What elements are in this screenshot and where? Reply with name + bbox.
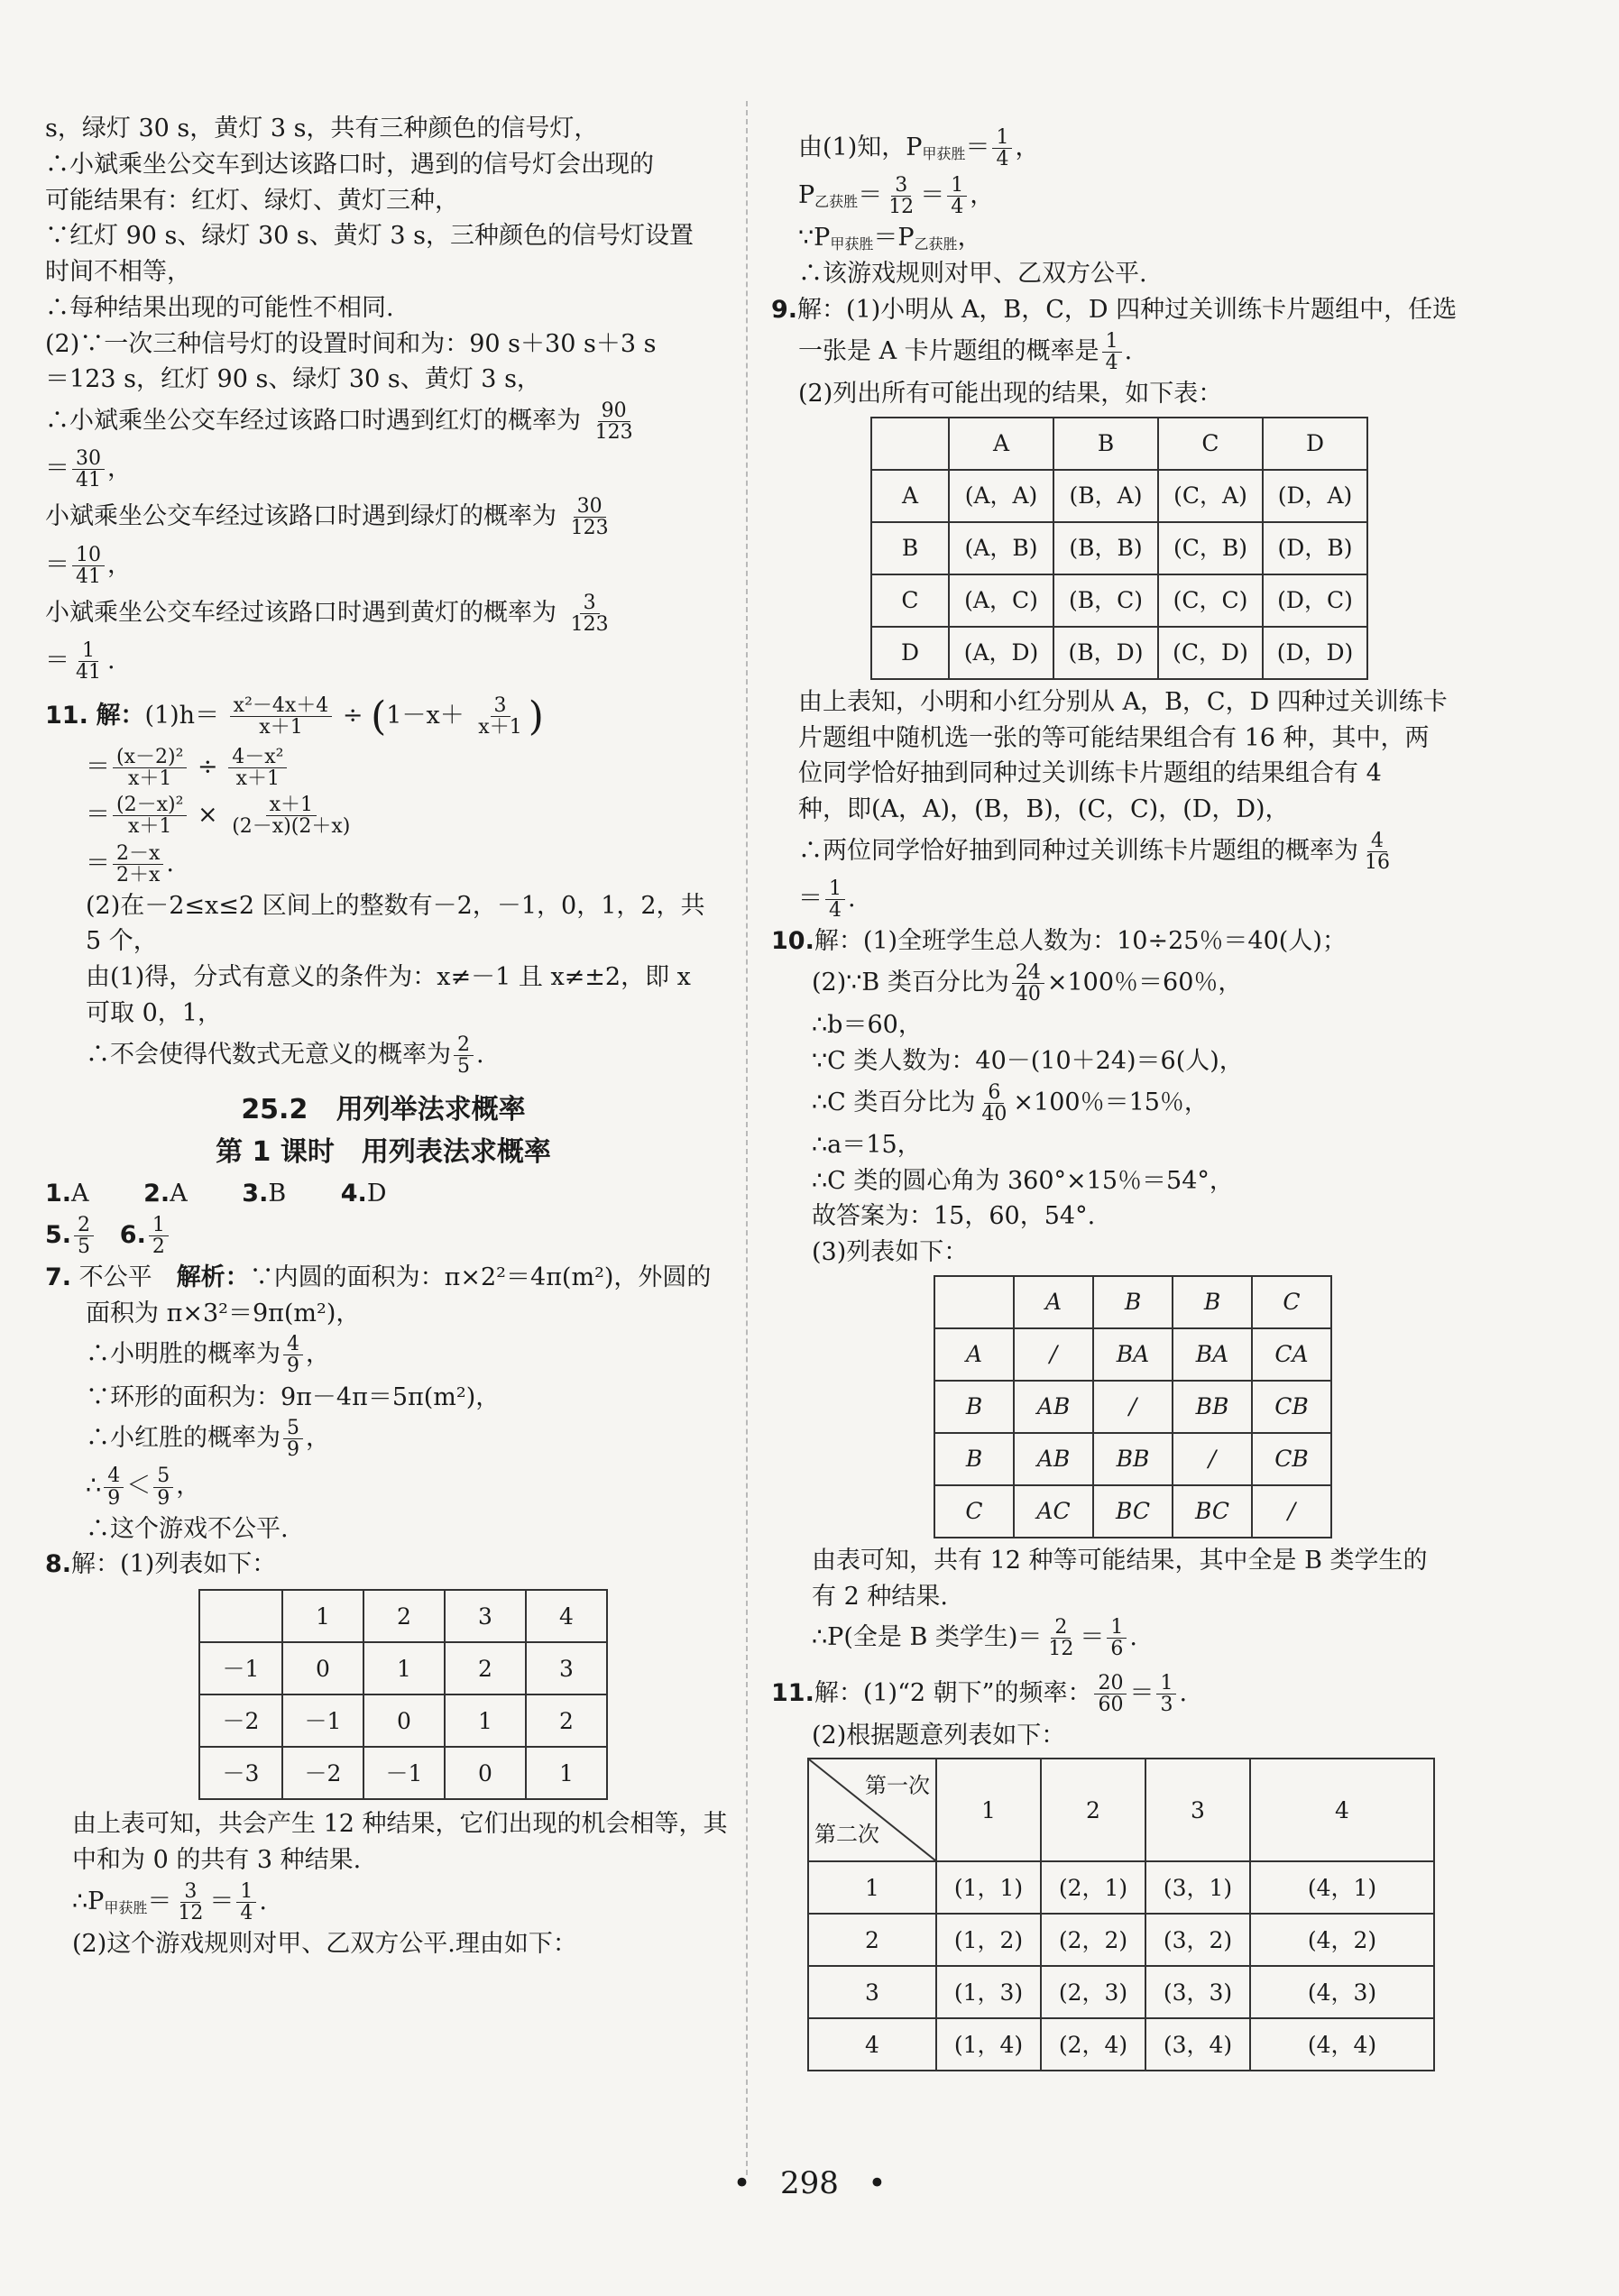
table-row: C AC BC BC / xyxy=(934,1485,1331,1538)
q10-line: 10.解：(1)全班学生总人数为：10÷25％＝40(人)； xyxy=(771,927,1347,956)
text-line: ∴小斌乘坐公交车到达该路口时，遇到的信号灯会出现的 xyxy=(45,150,654,179)
text-line: ＝123 s，红灯 90 s、绿灯 30 s、黄灯 3 s， xyxy=(45,365,541,394)
corner-cell: 第一次 第二次 xyxy=(808,1759,936,1861)
r-line: $\because P_{甲获胜}=P_{乙获胜}$， xyxy=(798,224,982,253)
text-line: 位同学恰好抽到同种过关训练卡片题组的结果组合有 4 xyxy=(798,759,1382,788)
r-line: $P_{乙获胜}=$ $\frac{3}{12}$ ＝ $\frac{1}{4}$ ， xyxy=(798,174,995,219)
q7-xiaohong: ∴小红胜的概率为 $\frac{5}{9}$ ， xyxy=(86,1417,330,1462)
table-row: A (A，A) (B，A) (C，A) (D，A) xyxy=(871,470,1367,522)
student-table xyxy=(934,1275,1332,1538)
text-line: 片题组中随机选一张的等可能结果组合有 16 种，其中，两 xyxy=(798,723,1430,752)
text-line: ∴C 类的圆心角为 360°×15％＝54°， xyxy=(812,1166,1234,1195)
q9-line: 9.解：(1)小明从 A，B，C，D 四种过关训练卡片题组中，任选 xyxy=(771,296,1458,325)
yellow-probability: 小斌乘坐公交车经过该路口时遇到黄灯的概率为 $\frac{3}{123}$ xyxy=(45,591,609,636)
q11-right: 11.解：(1)“2 朝下”的频率： $\frac{20}{60}$ ＝ $\frac{1}{3}$ . xyxy=(771,1671,1188,1716)
q7-line: 7. 不公平 解析：∵内圆的面积为：π×2²＝4π(m²)，外圆的 xyxy=(45,1263,712,1291)
table-row: 2 (1，2) (2，2) (3，2) (4，2) xyxy=(808,1914,1434,1966)
answers-row: 1.A 2.A 3.B 4.D xyxy=(45,1179,387,1208)
table-row: D (A，D) (B，D) (C，D) (D，D) xyxy=(871,627,1367,679)
q11-step3: ＝ $\frac{\text{(2－x)²}}{x+1}$ × $\frac{x+1}{(2-x)(2+x)}$ xyxy=(86,794,351,839)
footer-dot: • xyxy=(868,2165,887,2201)
footer-dot: • xyxy=(732,2165,751,2201)
table-row: B AB / BB CB xyxy=(934,1381,1331,1433)
q11-step4: ＝ $\frac{2-x}{2+x}$ . xyxy=(86,841,174,886)
text-line: (2)这个游戏规则对甲、乙双方公平.理由如下： xyxy=(72,1929,577,1958)
text-line: 有 2 种结果. xyxy=(812,1582,948,1611)
text-line: (2)列出所有可能出现的结果，如下表： xyxy=(798,380,1223,409)
table-row: －1 0 1 2 3 xyxy=(199,1642,607,1694)
text-line: ∵C 类人数为：40－(10＋24)＝6(人)， xyxy=(812,1046,1244,1075)
table-row: －3 －2 －1 0 1 xyxy=(199,1747,607,1799)
text-line: 时间不相等， xyxy=(45,258,191,286)
text-line: (3)列表如下： xyxy=(812,1238,969,1267)
q9-prob: 一张是 A 卡片题组的概率是 $\frac{1}{4}$ . xyxy=(798,329,1133,374)
q7-compare: ∴ $\frac{4}{9}$ ＜ $\frac{5}{9}$ ， xyxy=(86,1465,201,1510)
text-line: 5 个， xyxy=(86,927,158,956)
text-line: ∵环形的面积为：9π－4π＝5π(m²)， xyxy=(86,1382,501,1411)
text-line: ∴这个游戏不公平. xyxy=(86,1514,289,1543)
q8-probability: $\therefore P_{甲获胜}=$ $\frac{3}{12}$ ＝ $\frac{1}{4}$ . xyxy=(72,1879,267,1924)
q11-conclusion: ∴不会使得代数式无意义的概率为 $\frac{2}{5}$ . xyxy=(86,1033,484,1078)
table-row: 1 (1，1) (2，1) (3，1) (4，1) xyxy=(808,1861,1434,1914)
red-probability-result: ＝ $\frac{30}{41}$ ， xyxy=(45,447,132,492)
yellow-probability-result: ＝ $\frac{1}{41}$ . xyxy=(45,638,115,684)
text-line: 面积为 π×3²＝9π(m²)， xyxy=(86,1299,361,1327)
text-line: 可取 0，1， xyxy=(86,998,222,1027)
text-line: ∵红灯 90 s、绿灯 30 s、黄灯 3 s，三种颜色的信号灯设置 xyxy=(45,222,694,251)
table-row: 第一次 第二次 1 2 3 4 xyxy=(808,1759,1434,1861)
q9-same-prob-result: ＝ $\frac{1}{4}$ . xyxy=(798,877,856,923)
column-divider xyxy=(746,101,748,2175)
q10-final: ∴P(全是 B 类学生)＝ $\frac{2}{12}$ ＝ $\frac{1}{6}$ . xyxy=(812,1616,1138,1661)
text-line: (2)∵一次三种信号灯的设置时间和为：90 s＋30 s＋3 s xyxy=(45,329,657,358)
q10-e: ∴C 类百分比为 $\frac{6}{40}$ ×100％＝15％， xyxy=(812,1080,1209,1125)
text-line: 可能结果有：红灯、绿灯、黄灯三种， xyxy=(45,186,459,215)
table-row: B (A，B) (B，B) (C，B) (D，B) xyxy=(871,522,1367,574)
page-number: 298 xyxy=(780,2165,839,2201)
sum-table xyxy=(198,1589,608,1800)
text-line: s，绿灯 30 s，黄灯 3 s，共有三种颜色的信号灯， xyxy=(45,115,599,142)
text-line: 种，即(A，A)，(B，B)，(C，C)，(D，D)， xyxy=(798,795,1290,824)
table-row: C (A，C) (B，C) (C，C) (D，C) xyxy=(871,574,1367,627)
text-line: ∴每种结果出现的可能性不相同. xyxy=(45,293,394,322)
table-row: 4 (1，4) (2，4) (3，4) (4，4) xyxy=(808,2018,1434,2071)
table-row: 3 (1，3) (2，3) (3，3) (4，3) xyxy=(808,1966,1434,2018)
table-row: A / BA BA CA xyxy=(934,1328,1331,1381)
q9-same-prob: ∴两位同学恰好抽到同种过关训练卡片题组的概率为 $\frac{4}{16}$ xyxy=(798,829,1390,874)
q11-step2: ＝ $\frac{\text{(x－2)²}}{x+1}$ ÷ $\frac{\text{4－x²}}{x+1}$ xyxy=(45,747,722,789)
text-line: (2)在－2≤x≤2 区间上的整数有－2，－1，0，1，2，共 xyxy=(86,891,705,920)
green-probability: 小斌乘坐公交车经过该路口时遇到绿灯的概率为 $\frac{30}{123}$ xyxy=(45,495,609,540)
text-line: ∴b＝60， xyxy=(812,1011,923,1040)
q7-xiaoming: ∴小明胜的概率为 $\frac{4}{9}$ ， xyxy=(86,1333,330,1378)
answers-row-fractions: 5. $\frac{2}{5}$ 6. $\frac{1}{2}$ xyxy=(45,1215,722,1257)
right-column xyxy=(771,122,1461,2071)
table-row: －2 －1 0 1 2 xyxy=(199,1694,607,1747)
text-line: 由表可知，共有 12 种等可能结果，其中全是 B 类学生的 xyxy=(812,1546,1428,1575)
card-table xyxy=(870,417,1368,680)
table-row: 1 2 3 4 xyxy=(199,1590,607,1642)
green-probability-result: ＝ $\frac{10}{41}$ ， xyxy=(45,543,132,588)
text-line: (2)根据题意列表如下： xyxy=(812,1721,1066,1750)
q8-line: 8.解：(1)列表如下： xyxy=(45,1550,277,1579)
q10-b: (2)∵B 类百分比为 $\frac{24}{40}$ ×100％＝60％， xyxy=(812,960,1243,1006)
left-column xyxy=(45,108,728,1965)
page-footer xyxy=(0,2164,1619,2203)
r-line: 由(1)知，$P_{甲获胜}=$ $\frac{1}{4}$ ， xyxy=(798,126,1040,171)
text-line: 由(1)得，分式有意义的条件为：x≠－1 且 x≠±2，即 x xyxy=(86,963,691,992)
text-line: ∴该游戏规则对甲、乙双方公平. xyxy=(798,260,1147,289)
text-line: ∴a＝15， xyxy=(812,1130,922,1159)
q11-left: 11. 解：(1)h＝ $\frac{\text{x²－4x＋4}}{x+1}$ ÷ (1－x＋ $\frac{3}{x+1}$ ) xyxy=(45,693,544,740)
lesson-title: 第 1 课时 用列表法求概率 xyxy=(216,1136,551,1169)
section-title: 25.2 用列举法求概率 xyxy=(241,1093,526,1125)
table-row: A B C D xyxy=(871,418,1367,470)
text-line: 由上表知，小明和小红分别从 A，B，C，D 四种过关训练卡 xyxy=(798,687,1448,716)
table-row: A B B C xyxy=(934,1276,1331,1328)
text-line: 由上表可知，共会产生 12 种结果，它们出现的机会相等，其 xyxy=(72,1810,728,1839)
table-row: B AB BB / CB xyxy=(934,1433,1331,1485)
text-line: 故答案为：15，60，54°. xyxy=(812,1202,1096,1231)
red-probability: ∴小斌乘坐公交车经过该路口时遇到红灯的概率为 $\frac{90}{123}$ xyxy=(45,400,633,445)
dice-table xyxy=(807,1758,1435,2071)
text-line: 中和为 0 的共有 3 种结果. xyxy=(72,1845,362,1874)
